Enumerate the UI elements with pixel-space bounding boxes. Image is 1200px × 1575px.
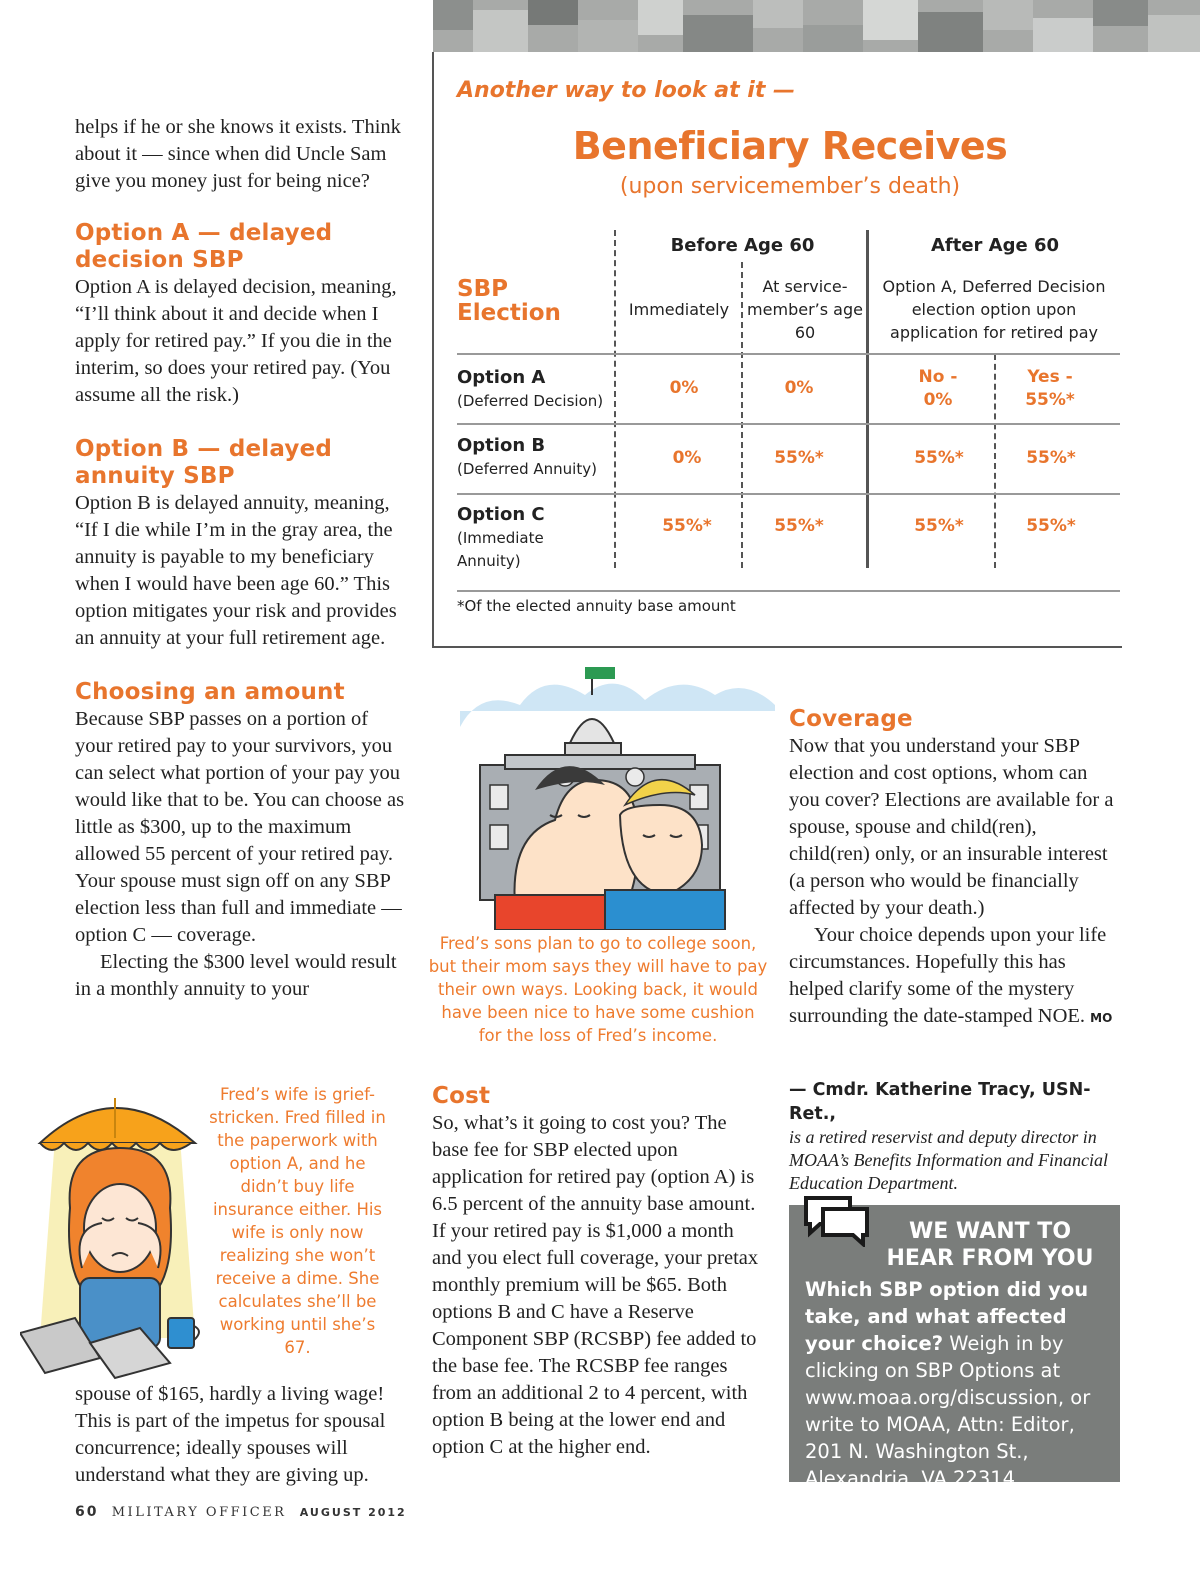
coverage-section (789, 706, 1119, 1032)
option-b-heading: Option B — delayed annuity SBP (75, 436, 333, 489)
byline (789, 1078, 1124, 1195)
cell-c-after-other: 55%* (1026, 516, 1076, 536)
group-before-60: Before Age 60 (670, 235, 815, 256)
intro-paragraph: helps if he or she knows it exists. Think about it — since when did Uncle Sam give you money just for being nice? (75, 116, 401, 192)
divider-1 (614, 230, 616, 568)
sons-caption: Fred’s sons plan to go to college soon, but their mom says they will have to pay their own ways. Looking back, it would have been nice to have some cushion for the loss of Fred’s income. (428, 934, 768, 1045)
cell-c-after-deferred: 55%* (914, 516, 964, 536)
wife-caption: Fred’s wife is grief-stricken. Fred filled in the paperwork with option A, and he didn’t buy life insurance either. His wife is only now realizing she won’t receive a dime. She calculates she’ll be working until she’s 67. (209, 1085, 386, 1357)
page-footer (75, 1504, 407, 1520)
cost-paragraph: So, what’s it going to cost you? The base fee for SBP elected upon application for retired pay (option A) is 6.5 percent of the annuity base amount. If your retired pay is $1,000 a month and you elect full coverage, your pretax monthly premium will be $65. Both options B and C have a Reserve Component SBP (RCSBP) fee added to the base fee. The RCSBP fee ranges from an additional 2 to 4 percent, with option B being at the lower end and option C at the higher end. (432, 1112, 759, 1458)
callout-text: Weigh in by clicking on SBP Options at www.moaa.org/discussion, or write to MOAA, Attn: Editor, 201 N. Washington St., Alexandria, VA 22314. (805, 1332, 1091, 1490)
callout-body (805, 1276, 1110, 1492)
cell-a-after-deferred: No - 0% (918, 367, 958, 410)
choosing-heading: Choosing an amount (75, 679, 345, 705)
coverage-paragraph: Now that you understand your SBP election and cost options, whom can you cover? Elections are available for a spouse, spouse and child(ren), child(ren) only, or an insurable interest (a person who would be financially affected by your death.) (789, 735, 1114, 919)
left-column-top (75, 114, 405, 1003)
coverage-paragraph-2: Your choice depends upon your life circumstances. Hopefully this has helped clarify some of the mystery surrounding the date-stamped NOE. MO (789, 924, 1113, 1027)
left-column-bottom (75, 1381, 410, 1489)
coverage-heading: Coverage (789, 706, 913, 732)
cost-heading: Cost (432, 1083, 491, 1109)
box-subtitle: (upon servicemember’s death) (619, 174, 961, 199)
choosing-paragraph: Because SBP passes on a portion of your retired pay to your survivors, you can select what portion of your pay you would like that to be. You can choose as little as $300, up to the maximum allowed 55 percent of your retired pay. Your spouse must sign off on any SBP election less than full and immediate — option C — coverage. (75, 708, 405, 946)
author-name: — Cmdr. Katherine Tracy, USN-Ret., (789, 1080, 1091, 1124)
box-kicker: Another way to look at it — (457, 78, 795, 103)
cell-a-immediately: 0% (669, 378, 699, 398)
author-bio: is a retired reservist and deputy director in MOAA’s Benefits Information and Financial Education Department. (789, 1127, 1108, 1193)
cell-c-immediately: 55%* (662, 516, 712, 536)
sbp-election-label: SBP Election (457, 276, 561, 326)
sons-capitol-illustration (455, 665, 780, 930)
table-row-option-b: Option B (Deferred Annuity) (457, 435, 597, 478)
cell-a-age60: 0% (784, 378, 814, 398)
callout-title: WE WANT TO HEAR FROM YOU (886, 1219, 1094, 1271)
option-a-paragraph: Option A is delayed decision, meaning, “I’ll think about it and decide when I apply for retired pay.” If you die in the interim, so does your retired pay. (You assume all the risk.) (75, 276, 397, 406)
option-a-heading: Option A — delayed decision SBP (75, 220, 333, 273)
issue-date: AUGUST 2012 (299, 1506, 407, 1519)
callout-question: Which SBP option did you take, and what affected your choice? (805, 1278, 1089, 1355)
col-at-age-60: At service-member’s age 60 (747, 277, 863, 342)
table-footnote: *Of the elected annuity base amount (457, 597, 736, 615)
rule-1 (457, 353, 1120, 355)
continuation-paragraph: spouse of $165, hardly a living wage! This is part of the impetus for spousal concurrence; ideally spouses will understand what they are giving up. (75, 1383, 386, 1486)
choosing-paragraph-2: Electing the $300 level would result in a monthly annuity to your (75, 951, 397, 1000)
cell-b-after-other: 55%* (1026, 448, 1076, 468)
grieving-wife-illustration (20, 1078, 215, 1383)
end-mark: MO (1090, 1011, 1113, 1025)
magazine-name: MILITARY OFFICER (111, 1505, 287, 1520)
cell-c-age60: 55%* (774, 516, 824, 536)
speech-bubbles-icon (803, 1195, 871, 1247)
group-after-60: After Age 60 (930, 235, 1060, 256)
divider-main (866, 230, 869, 568)
camo-header-band (433, 0, 1200, 52)
col-immediately: Immediately (628, 300, 730, 319)
rule-2 (457, 423, 1120, 425)
rule-3 (457, 493, 1120, 495)
rule-4 (457, 590, 1120, 592)
cost-section (432, 1083, 762, 1461)
cell-b-immediately: 0% (672, 448, 702, 468)
col-option-a-deferred: Option A, Deferred Decision election option upon application for retired pay (882, 277, 1106, 342)
cell-a-after-other: Yes - 55%* (1025, 367, 1075, 410)
cell-b-age60: 55%* (774, 448, 824, 468)
box-title: Beneficiary Receives (572, 124, 1008, 168)
table-row-option-a: Option A (Deferred Decision) (457, 367, 604, 410)
page-number: 60 (75, 1504, 99, 1520)
cell-b-after-deferred: 55%* (914, 448, 964, 468)
option-b-paragraph: Option B is delayed annuity, meaning, “If I die while I’m in the gray area, the annuity is payable to my beneficiary when I would have been age 60.” This option mitigates your risk and provides an annuity at your full retirement age. (75, 492, 397, 649)
table-row-option-c: Option C (Immediate Annuity) (457, 504, 545, 570)
